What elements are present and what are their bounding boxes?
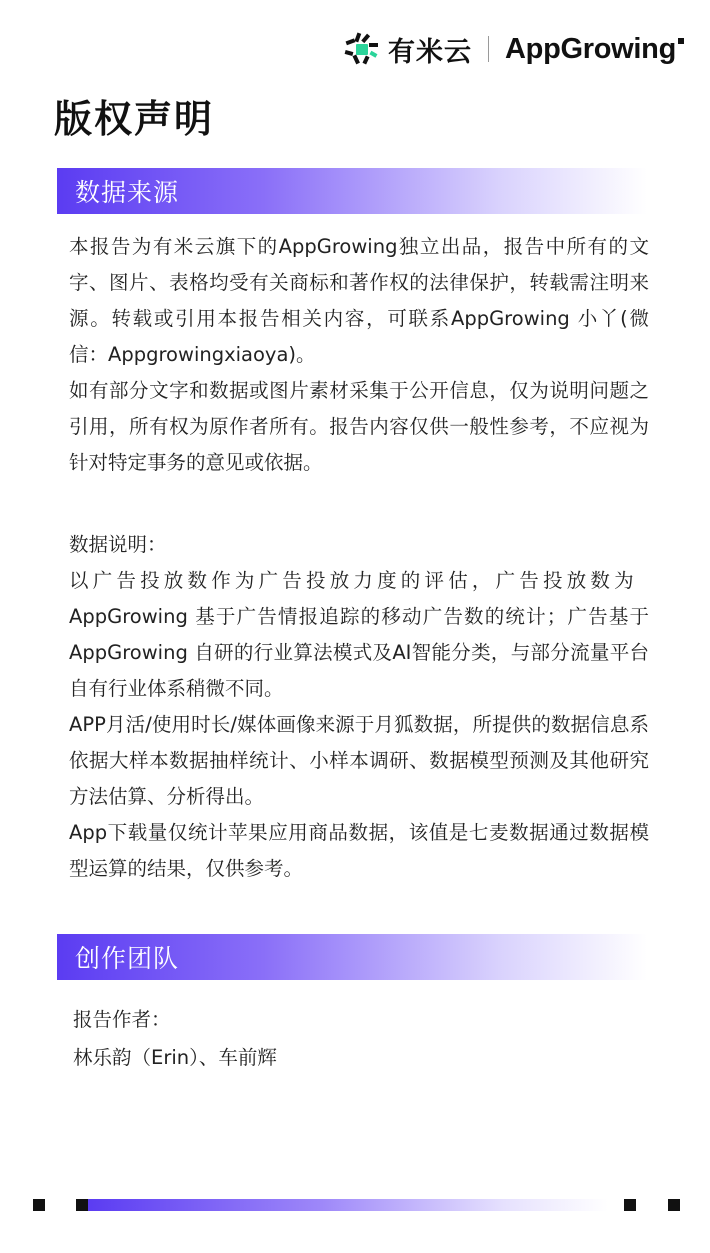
- brand-name-en-text: AppGrowing: [505, 32, 676, 65]
- header-logo: [342, 28, 684, 70]
- paragraph: 以广告投放数作为广告投放力度的评估，广告投放数为: [69, 569, 638, 592]
- brand-dot: [678, 38, 684, 44]
- section-header-data-source: [57, 168, 647, 214]
- footer-square: [33, 1199, 45, 1211]
- author-label: 报告作者：: [73, 1008, 171, 1031]
- paragraph: APP月活/使用时长/媒体画像来源于月狐数据，所提供的数据信息系依据大样本数据抽样统计、小样本调研、数据模型预测及其他研究方法估算、分析得出。: [69, 713, 649, 808]
- youmi-logo-icon: [342, 31, 382, 67]
- section-heading: 数据来源: [75, 178, 180, 207]
- data-notes: [69, 527, 649, 887]
- team-info: [73, 1001, 277, 1077]
- brand-name-en: [505, 33, 684, 66]
- brand-name-cn: 有米云: [388, 36, 473, 68]
- paragraph: 如有部分文字和数据或图片素材采集于公开信息，仅为说明问题之引用，所有权为原作者所有。报告内容仅供一般性参考，不应视为针对特定事务的意见或依据。: [69, 379, 649, 474]
- page-title: 版权声明: [54, 97, 215, 141]
- paragraph: AppGrowing 基于广告情报追踪的移动广告数的统计；广告基于AppGrowing 自研的行业算法模式及AI智能分类，与部分流量平台自有行业体系稍微不同。: [69, 605, 649, 700]
- footer-square: [76, 1199, 88, 1211]
- footer-square: [668, 1199, 680, 1211]
- footer-gradient-bar: [88, 1199, 608, 1211]
- paragraph: 本报告为有米云旗下的AppGrowing独立出品，报告中所有的文字、图片、表格均受有关商标和著作权的法律保护，转载需注明来源。转载或引用本报告相关内容，可联系AppGrowing 小丫(微信：Appgrowingxiaoya)。: [69, 235, 649, 366]
- section-heading: 创作团队: [75, 944, 180, 973]
- paragraph: App下载量仅统计苹果应用商品数据，该值是七麦数据通过数据模型运算的结果，仅供参考。: [69, 821, 649, 880]
- logo-divider: [488, 36, 489, 62]
- author-names: 林乐韵（Erin）、车前辉: [73, 1046, 277, 1069]
- data-source-text: [69, 229, 649, 481]
- section-header-team: [57, 934, 647, 980]
- data-notes-label: 数据说明：: [69, 533, 167, 556]
- footer-square: [624, 1199, 636, 1211]
